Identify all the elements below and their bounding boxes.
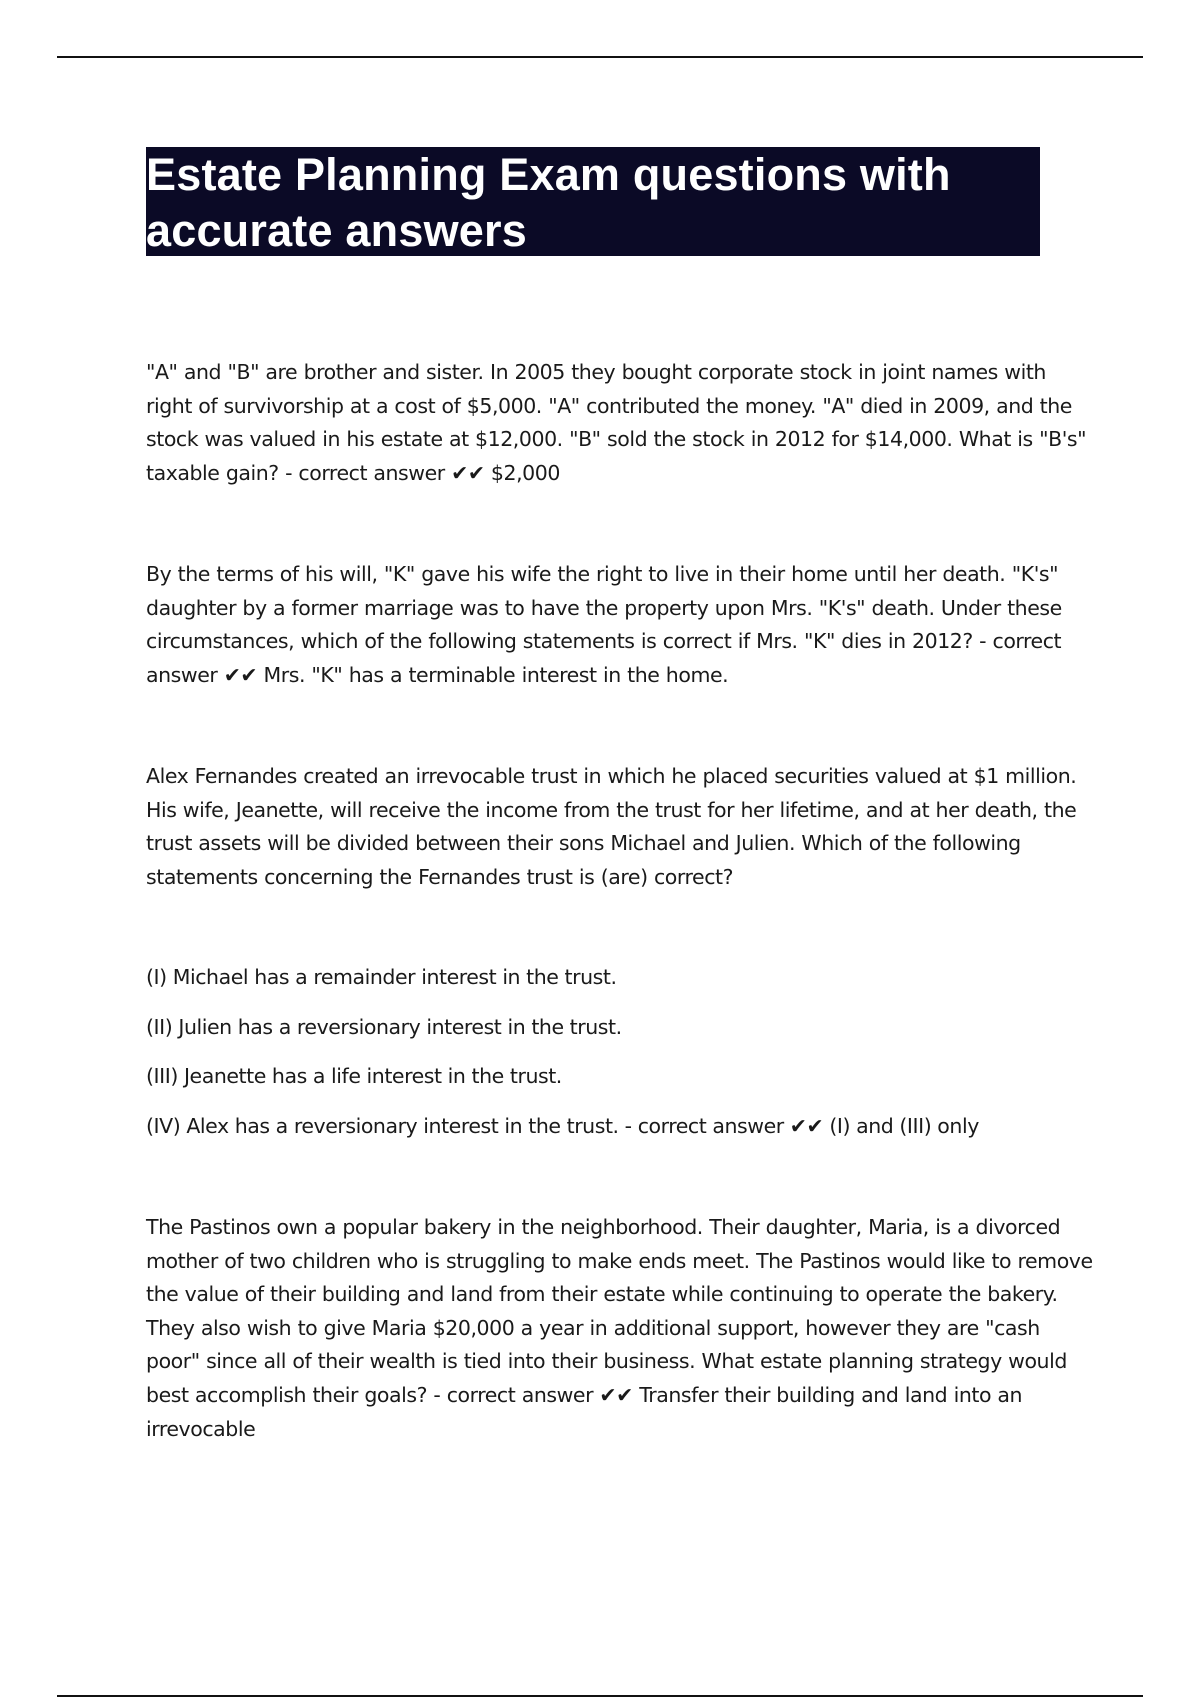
question-3-option-2: (II) Julien has a reversionary interest in the trust. bbox=[146, 1015, 622, 1039]
question-text: Alex Fernandes created an irrevocable trust in which he placed securities valued at $1 million. His wife, Jeanette, will receive the income from the trust for her lifetime, and at her death, the trust assets will be divided between their sons Michael and Julien. Which of the following statements concerning the Fernandes trust is (are) correct? bbox=[146, 764, 1077, 889]
question-1 bbox=[146, 356, 1096, 490]
question-text: By the terms of his will, "K" gave his wife the right to live in their home until her death. "K's" daughter by a former marriage was to have the property upon Mrs. "K's" death. Under these circumstances, which of the following statements is correct if Mrs. "K" dies in 2012? - correct answer ✔✔ Mrs. "K" has a terminable interest in the home. bbox=[146, 562, 1062, 687]
page-title: Estate Planning Exam questions with accurate answers bbox=[146, 149, 951, 256]
question-3 bbox=[146, 760, 1096, 894]
question-3-option-4: (IV) Alex has a reversionary interest in the trust. - correct answer ✔✔ (I) and (III) only bbox=[146, 1114, 979, 1138]
title-banner bbox=[146, 147, 1040, 256]
question-text: The Pastinos own a popular bakery in the neighborhood. Their daughter, Maria, is a divorced mother of two children who is struggling to make ends meet. The Pastinos would like to remove the value of their building and land from their estate while continuing to operate the bakery. They also wish to give Maria $20,000 a year in additional support, however they are "cash poor" since all of their wealth is tied into their business. What estate planning strategy would best accomplish their goals? - correct answer ✔✔ Transfer their building and land into an irrevocable bbox=[146, 1215, 1093, 1441]
question-2 bbox=[146, 558, 1096, 692]
question-4 bbox=[146, 1211, 1096, 1446]
question-3-option-3: (III) Jeanette has a life interest in the trust. bbox=[146, 1064, 562, 1088]
question-3-option-1: (I) Michael has a remainder interest in the trust. bbox=[146, 965, 617, 989]
header-rule bbox=[57, 56, 1143, 58]
footer-rule bbox=[57, 1695, 1143, 1697]
question-text: "A" and "B" are brother and sister. In 2005 they bought corporate stock in joint names with right of survivorship at a cost of $5,000. "A" contributed the money. "A" died in 2009, and the stock was valued in his estate at $12,000. "B" sold the stock in 2012 for $14,000. What is "B's" taxable gain? - correct answer ✔✔ $2,000 bbox=[146, 360, 1087, 485]
